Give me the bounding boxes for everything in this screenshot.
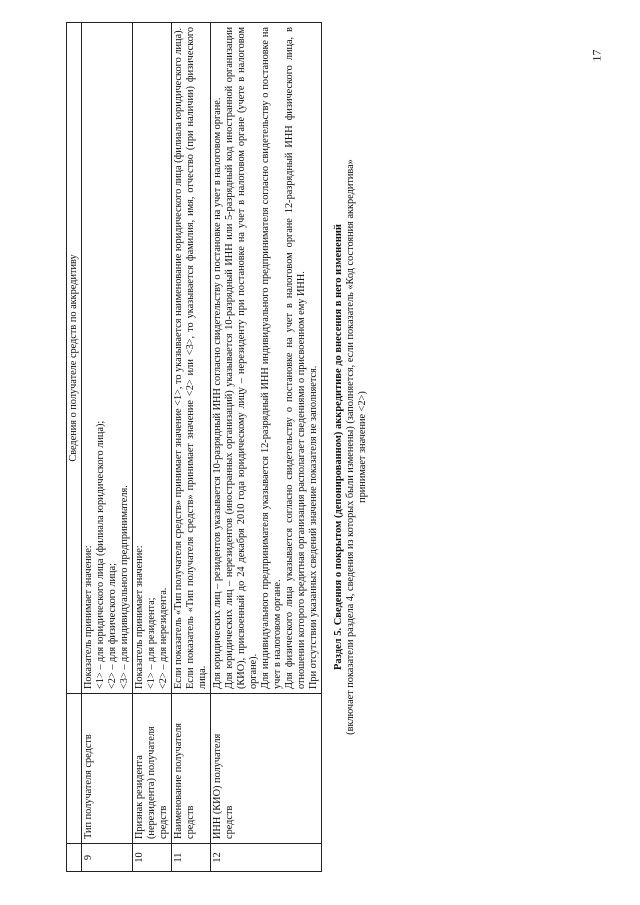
table-header-row <box>67 23 82 872</box>
table-row <box>82 23 133 872</box>
row-number: 11 <box>172 844 211 872</box>
row-number: 9 <box>82 844 133 872</box>
table-row <box>211 23 322 872</box>
field-name: Наименование получателя средств <box>172 694 211 844</box>
section-note: (включает показатели раздела 4, сведения из которых были изменены) (заполняется, если показатель «Код состояния аккредитива» принимает значение <2>) <box>345 159 368 735</box>
row-number: 12 <box>211 844 322 872</box>
section-title: Раздел 5. Сведения о покрытом (депонированном) аккредитиве до внесения в него изменений <box>333 224 344 670</box>
rotated-page-content <box>66 22 491 872</box>
table-row <box>172 23 211 872</box>
field-name: ИНН (КИО) получателя средств <box>211 694 322 844</box>
row-number: 10 <box>133 844 172 872</box>
field-description: Если показатель «Тип получателя средств» принимает значение <1>, то указывается наименование юридического лица (филиала юридического лица). Если показатель «Тип получателя средств» принимает значение <2> или <3>, то указывается фамилия, имя, отчество (при наличии) физического лица. <box>172 23 211 694</box>
field-description: Показатель принимает значение: <1> – для юридического лица (филиала юридического лица); <2> – для физического лица; <3> – для индивидуального предпринимателя. <box>82 23 133 694</box>
page-number: 17 <box>589 49 604 62</box>
accreditive-recipient-table <box>66 22 322 872</box>
field-name: Тип получателя средств <box>82 694 133 844</box>
field-name: Признак резидента (нерезидента) получателя средств <box>133 694 172 844</box>
table-header: Сведения о получателе средств по аккредитиву <box>67 23 82 694</box>
field-description: Показатель принимает значение: <1> – для резидента; <2> – для нерезидента. <box>133 23 172 694</box>
table-row <box>133 23 172 872</box>
field-description: Для юридических лиц – резидентов указывается 10-разрядный ИНН согласно свидетельству о постановке на учет в налоговом органе. Для юридических лиц – нерезидентов (иностранных организаций) указывается 10-разрядный ИНН или 5-разрядный код иностранной организации (КИО), присвоенный до 24 декабря 2010 года юридическому лицу – нерезиденту при постановке на учет в налоговом органе (учете в налоговом органе). Для индивидуального предпринимателя указывается 12-разрядный ИНН индивидуального предпринимателя согласно свидетельству о постановке на учет в налоговом органе. Для физического лица указывается согласно свидетельству о постановке на учет в налоговом органе 12-разрядный ИНН физического лица, в отношении которого кредитная организация располагает сведениями о присвоенном ему ИНН. При отсутствии указанных сведений значение показателя не заполняется. <box>211 23 322 694</box>
